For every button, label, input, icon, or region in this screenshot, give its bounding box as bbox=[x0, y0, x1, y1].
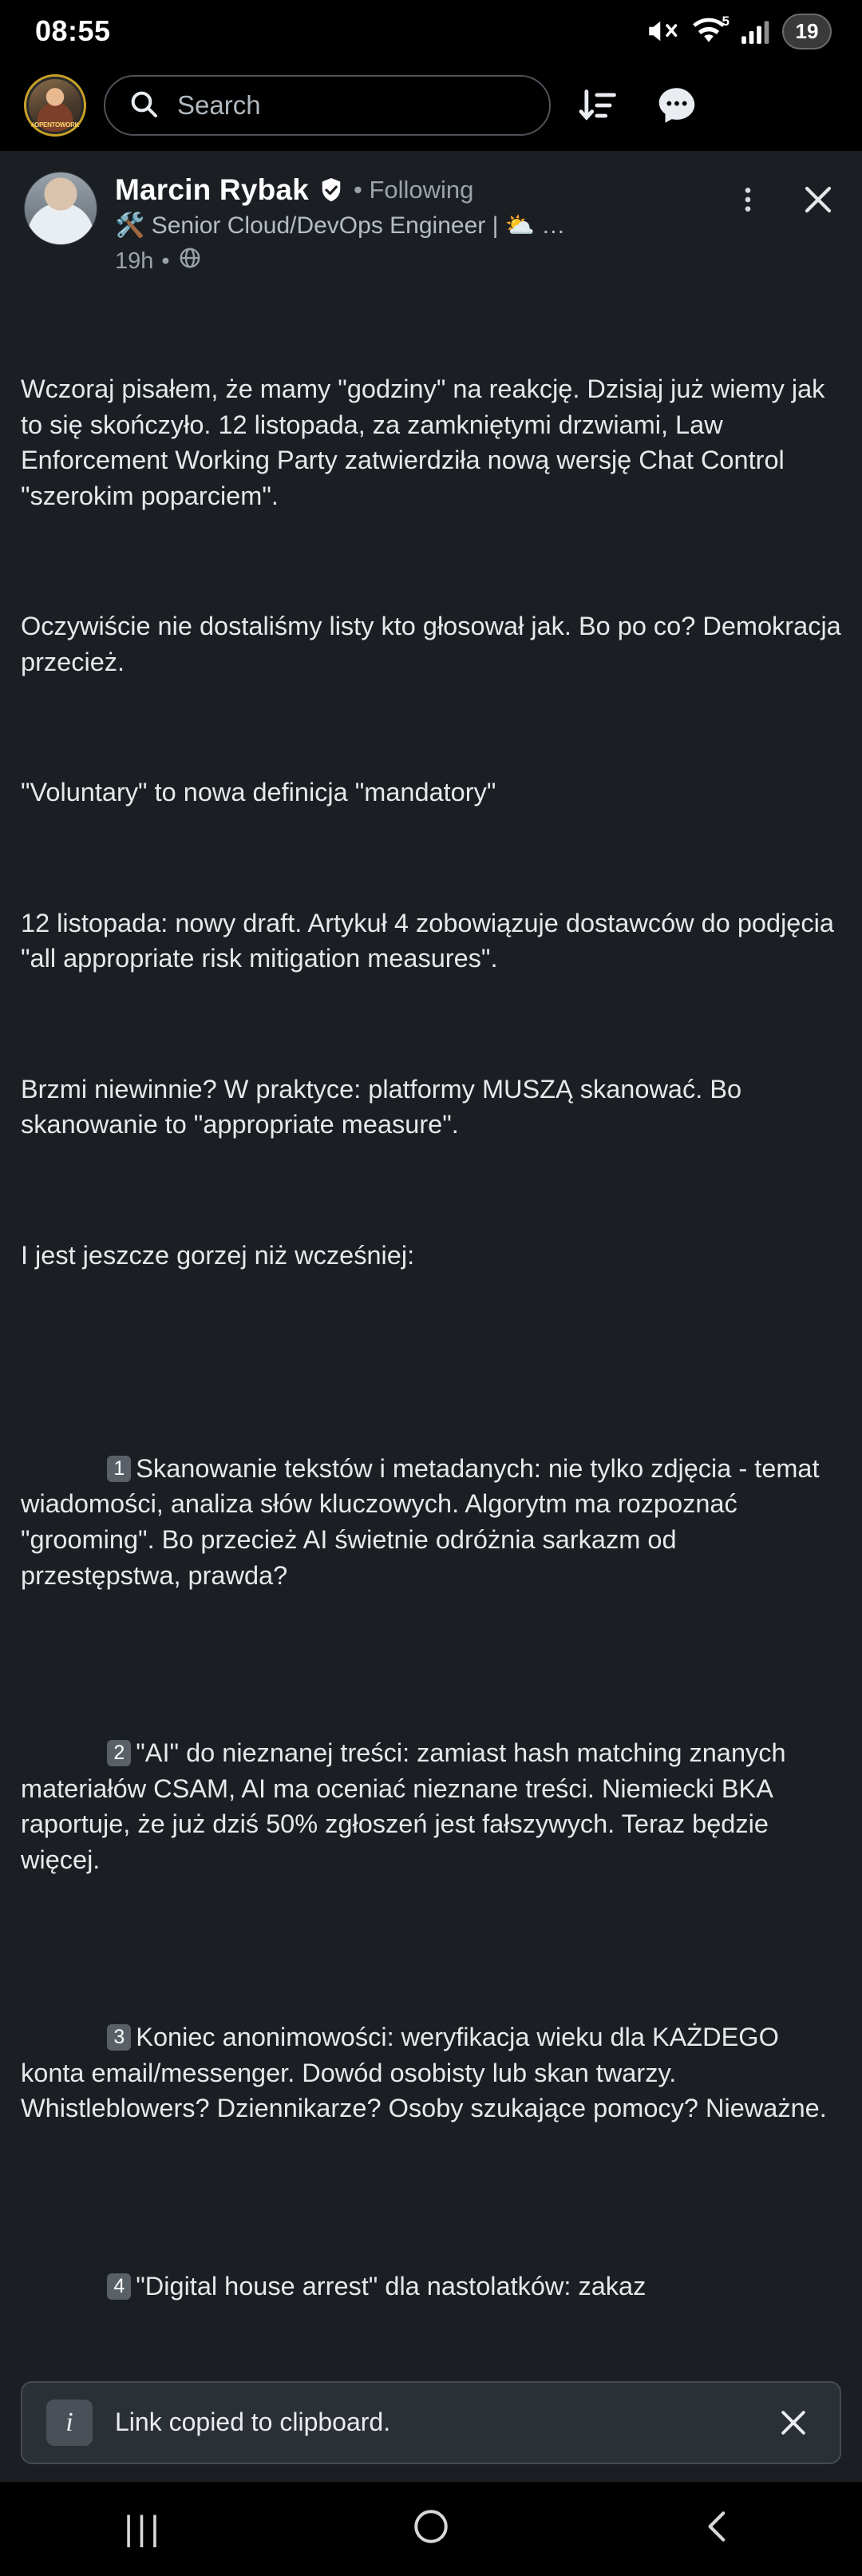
author-row bbox=[115, 173, 709, 207]
numbered-list bbox=[21, 1344, 841, 2410]
toast-snackbar bbox=[21, 2381, 841, 2464]
list-item-text: Koniec anonimowości: weryfikacja wieku dla KAŻDEGO konta email/messenger. Dowód osobisty lub skan twarzy. Whistleblowers? Dziennikarze? Osoby szukające pomocy? Nieważne. bbox=[21, 2023, 827, 2123]
list-item-text: "Digital house arrest" dla nastolatków: zakaz bbox=[136, 2271, 646, 2301]
post-paragraph: "Voluntary" to nowa definicja "mandatory" bbox=[21, 778, 496, 807]
battery-icon: 19 bbox=[782, 14, 832, 50]
author-headline: 🛠️ Senior Cloud/DevOps Engineer | ⛅ … bbox=[115, 212, 566, 239]
recents-button[interactable] bbox=[80, 2482, 208, 2576]
list-item-number: 2 bbox=[107, 1740, 131, 1766]
system-nav-bar bbox=[0, 2482, 862, 2576]
close-icon[interactable] bbox=[771, 2400, 816, 2445]
recents-icon: ||| bbox=[124, 2508, 164, 2548]
post-paragraph: 12 listopada: nowy draft. Artykuł 4 zobowiązuje dostawców do podjęcia "all appropriate risk mitigation measures". bbox=[21, 908, 841, 973]
list-item-text: "AI" do nieznanej treści: zamiast hash matching znanych materiałów CSAM, AI ma oceniać nieznane treści. Niemiecki BKA raportuje, że już dziś 50% zgłoszeń jest fałszywych. Teraz będzie więcej. bbox=[21, 1738, 793, 1874]
search-input[interactable] bbox=[104, 75, 551, 136]
list-item-number: 4 bbox=[107, 2273, 131, 2300]
mute-icon bbox=[645, 14, 678, 48]
close-icon[interactable] bbox=[797, 178, 840, 221]
app-bar bbox=[0, 62, 862, 149]
post-header-actions bbox=[726, 172, 840, 221]
list-item bbox=[21, 1700, 841, 1913]
back-button[interactable] bbox=[654, 2482, 782, 2576]
post-meta bbox=[115, 172, 709, 276]
post-header bbox=[0, 172, 862, 276]
status-icon-group bbox=[645, 14, 832, 50]
post-paragraph: I jest jeszcze gorzej niż wcześniej: bbox=[21, 1240, 415, 1270]
home-circle-icon bbox=[411, 2507, 451, 2550]
messaging-icon[interactable] bbox=[646, 75, 707, 136]
list-item bbox=[21, 1415, 841, 1628]
post-paragraph: Oczywiście nie dostaliśmy listy kto głosował jak. Bo po co? Demokracja przecież. bbox=[21, 612, 848, 676]
sort-descending-icon[interactable] bbox=[568, 75, 629, 136]
signal-icon bbox=[739, 16, 769, 46]
list-item-number: 1 bbox=[107, 1456, 131, 1482]
post-subline bbox=[115, 246, 709, 276]
wifi-icon bbox=[691, 14, 730, 47]
following-label: • Following bbox=[354, 176, 474, 204]
post-card bbox=[0, 151, 862, 2482]
verified-shield-icon bbox=[317, 176, 346, 204]
post-paragraph: Wczoraj pisałem, że mamy "godziny" na reakcję. Dzisiaj już wiemy jak to się skończyło. 12 listopada, za zamkniętymi drzwiami, Law Enforcement Working Party zatwierdziła nową wersję Chat Control "szerokim poparciem". bbox=[21, 375, 832, 510]
avatar-image bbox=[29, 79, 81, 132]
back-chevron-icon bbox=[698, 2507, 738, 2550]
post-body[interactable] bbox=[0, 276, 862, 2482]
post-time: 19h bbox=[115, 248, 154, 274]
author-name[interactable]: Marcin Rybak bbox=[115, 173, 309, 206]
separator-dot: • bbox=[161, 248, 170, 274]
status-bar bbox=[0, 0, 862, 62]
search-placeholder: Search bbox=[177, 90, 261, 120]
avatar-open-to-work-badge: #OPENTOWORK bbox=[30, 121, 80, 129]
list-item-number: 3 bbox=[107, 2024, 131, 2051]
info-icon: i bbox=[46, 2400, 93, 2446]
list-item-text: Skanowanie tekstów i metadanych: nie tylko zdjęcia - temat wiadomości, analiza słów kluczowych. Algorytm ma rozpoznać "grooming". Bo przecież AI świetnie odróżnia sarkazm od przestępstwa, prawda? bbox=[21, 1453, 827, 1590]
post-paragraph: Brzmi niewinnie? W praktyce: platformy MUSZĄ skanować. Bo skanowanie to "appropriate measure". bbox=[21, 1074, 749, 1139]
toast-message: Link copied to clipboard. bbox=[115, 2408, 391, 2437]
overflow-menu-icon[interactable] bbox=[726, 178, 769, 221]
wifi-superscript: 5 bbox=[722, 14, 730, 29]
home-button[interactable] bbox=[367, 2482, 495, 2576]
list-item bbox=[21, 1984, 841, 2162]
globe-icon bbox=[178, 246, 202, 276]
avatar[interactable] bbox=[24, 74, 86, 137]
list-item bbox=[21, 2233, 841, 2340]
status-time: 08:55 bbox=[35, 14, 111, 47]
search-icon bbox=[128, 88, 160, 124]
feed[interactable] bbox=[0, 149, 862, 2482]
author-avatar[interactable] bbox=[24, 172, 97, 245]
